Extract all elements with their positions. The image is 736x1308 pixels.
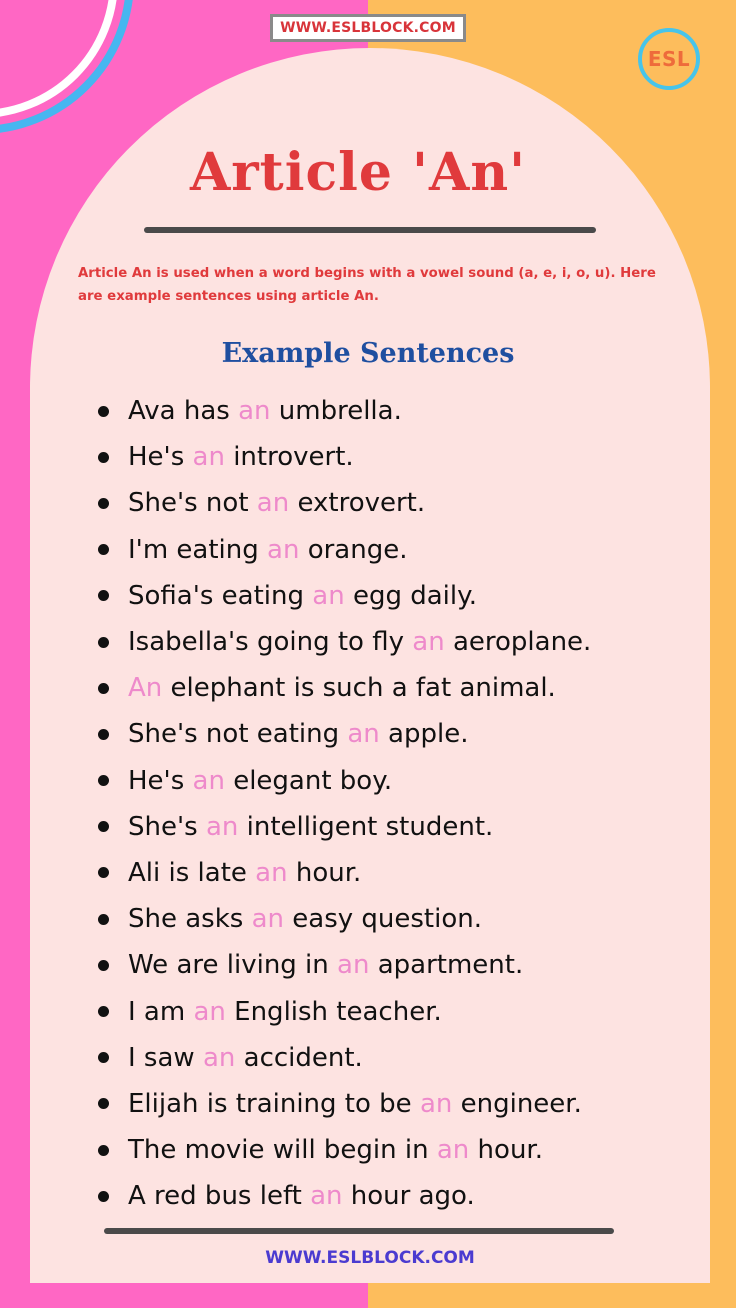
sentence-item (98, 896, 698, 942)
highlighted-article: An (128, 673, 163, 704)
sentence-item (98, 711, 698, 757)
sentence-text-after: hour. (469, 1135, 543, 1166)
sentence-text-before: She's not eating (128, 719, 348, 750)
header-website-badge: WWW.ESLBLOCK.COM (270, 14, 466, 42)
sentence-text (128, 1043, 363, 1073)
sentence-text-after: aeroplane. (444, 627, 592, 658)
highlighted-article: an (312, 580, 345, 611)
bullet-icon (98, 683, 109, 694)
sentence-text-after: elephant is such a fat animal. (162, 673, 556, 704)
sentence-text-after: introvert. (224, 442, 354, 473)
sentence-item (98, 988, 698, 1034)
sentence-text-after: egg daily. (344, 580, 478, 611)
sentence-text-before: Isabella's going to fly (128, 627, 413, 658)
highlighted-article: an (192, 765, 225, 796)
sentence-text (128, 812, 493, 842)
sentence-text-after: umbrella. (270, 396, 402, 427)
bullet-icon (98, 1006, 109, 1017)
sentence-text-before: We are living in (128, 950, 338, 981)
decorative-arc-white (0, 0, 114, 114)
sentence-text-before: She asks (128, 904, 252, 935)
highlighted-article: an (310, 1181, 343, 1212)
sentence-text (128, 673, 556, 703)
highlighted-article: an (256, 488, 290, 519)
highlighted-article: an (251, 904, 285, 935)
highlighted-article: an (267, 534, 300, 565)
highlighted-article: an (419, 1088, 453, 1119)
bullet-icon (98, 960, 109, 971)
sentence-text-before: She's not (128, 488, 257, 519)
sentence-text-before: I am (128, 996, 194, 1027)
sentence-text-before: Elijah is training to be (128, 1088, 420, 1119)
sentence-item (98, 1127, 698, 1173)
sentence-text-before: He's (128, 442, 193, 473)
sentence-text-after: apple. (379, 719, 469, 750)
sentence-text (128, 904, 482, 934)
bullet-icon (98, 544, 109, 555)
sentence-item (98, 850, 698, 896)
decorative-arcs (0, 0, 180, 140)
highlighted-article: an (193, 996, 226, 1027)
sentence-text (128, 950, 523, 980)
sentence-text-before: Ava has (128, 396, 239, 427)
sentence-text (128, 396, 402, 426)
bullet-icon (98, 914, 109, 925)
highlighted-article: an (347, 719, 380, 750)
bullet-icon (98, 637, 109, 648)
sentence-text-before: He's (128, 765, 193, 796)
highlighted-article: an (202, 1042, 236, 1073)
sentence-text (128, 719, 469, 749)
sentence-text-after: extrovert. (289, 488, 426, 519)
bullet-icon (98, 775, 109, 786)
footer-website-url: WWW.ESLBLOCK.COM (265, 1248, 475, 1268)
sentence-item (98, 942, 698, 988)
sentence-item (98, 527, 698, 573)
title-divider (144, 227, 596, 233)
intro-text: Article An is used when a word begins with a vowel sound (a, e, i, o, u). Here are example sentences using article An. (78, 266, 656, 304)
bullet-icon (98, 1052, 109, 1063)
sentence-text (128, 581, 477, 611)
sentence-item (98, 480, 698, 526)
sentence-text-after: easy question. (284, 904, 482, 935)
sentence-text-before: I saw (128, 1042, 203, 1073)
sentence-item (98, 619, 698, 665)
sentence-text (128, 535, 407, 565)
highlighted-article: an (436, 1135, 470, 1166)
bullet-icon (98, 867, 109, 878)
sentence-text-after: hour. (287, 857, 362, 888)
sentence-text (128, 1089, 582, 1119)
sentence-text-before: I'm eating (128, 534, 268, 565)
esl-logo: ESL (638, 28, 700, 90)
highlighted-article: an (255, 857, 288, 888)
highlighted-article: an (337, 950, 370, 981)
sentence-text-after: engineer. (452, 1088, 582, 1119)
sentence-text (128, 442, 354, 472)
highlighted-article: an (192, 442, 225, 473)
sentence-text (128, 627, 591, 657)
bullet-icon (98, 452, 109, 463)
footer-divider (104, 1228, 614, 1234)
sentence-text-before: A red bus left (128, 1181, 311, 1212)
sentence-text-after: English teacher. (225, 996, 442, 1027)
bullet-icon (98, 821, 109, 832)
sentence-text-before: The movie will begin in (128, 1135, 437, 1166)
sentence-item (98, 1035, 698, 1081)
sentence-text (128, 766, 392, 796)
sentence-item (98, 804, 698, 850)
sentence-text (128, 488, 425, 518)
highlighted-article: an (412, 627, 445, 658)
sentence-text-after: hour ago. (342, 1181, 475, 1212)
sentence-item (98, 1081, 698, 1127)
bullet-icon (98, 1145, 109, 1156)
sentence-text (128, 1135, 543, 1165)
highlighted-article: an (238, 396, 271, 427)
bullet-icon (98, 1098, 109, 1109)
bullet-icon (98, 498, 109, 509)
sentence-text-after: apartment. (369, 950, 524, 981)
example-sentence-list (98, 388, 698, 1219)
sentence-text (128, 997, 442, 1027)
section-subtitle: Example Sentences (221, 338, 515, 369)
page-title: Article 'An' (189, 142, 527, 203)
sentence-item (98, 665, 698, 711)
bullet-icon (98, 729, 109, 740)
bullet-icon (98, 590, 109, 601)
sentence-text-after: accident. (235, 1042, 363, 1073)
bullet-icon (98, 406, 109, 417)
sentence-text-after: intelligent student. (238, 811, 494, 842)
sentence-item (98, 758, 698, 804)
bullet-icon (98, 1191, 109, 1202)
sentence-text-before: Sofia's eating (128, 580, 313, 611)
sentence-text-before: Ali is late (128, 857, 256, 888)
sentence-item (98, 434, 698, 480)
sentence-item (98, 573, 698, 619)
sentence-text-after: elegant boy. (224, 765, 393, 796)
sentence-text (128, 1181, 475, 1211)
sentence-item (98, 1173, 698, 1219)
sentence-item (98, 388, 698, 434)
sentence-text-after: orange. (299, 534, 408, 565)
highlighted-article: an (205, 811, 239, 842)
sentence-text (128, 858, 361, 888)
sentence-text-before: She's (128, 811, 206, 842)
